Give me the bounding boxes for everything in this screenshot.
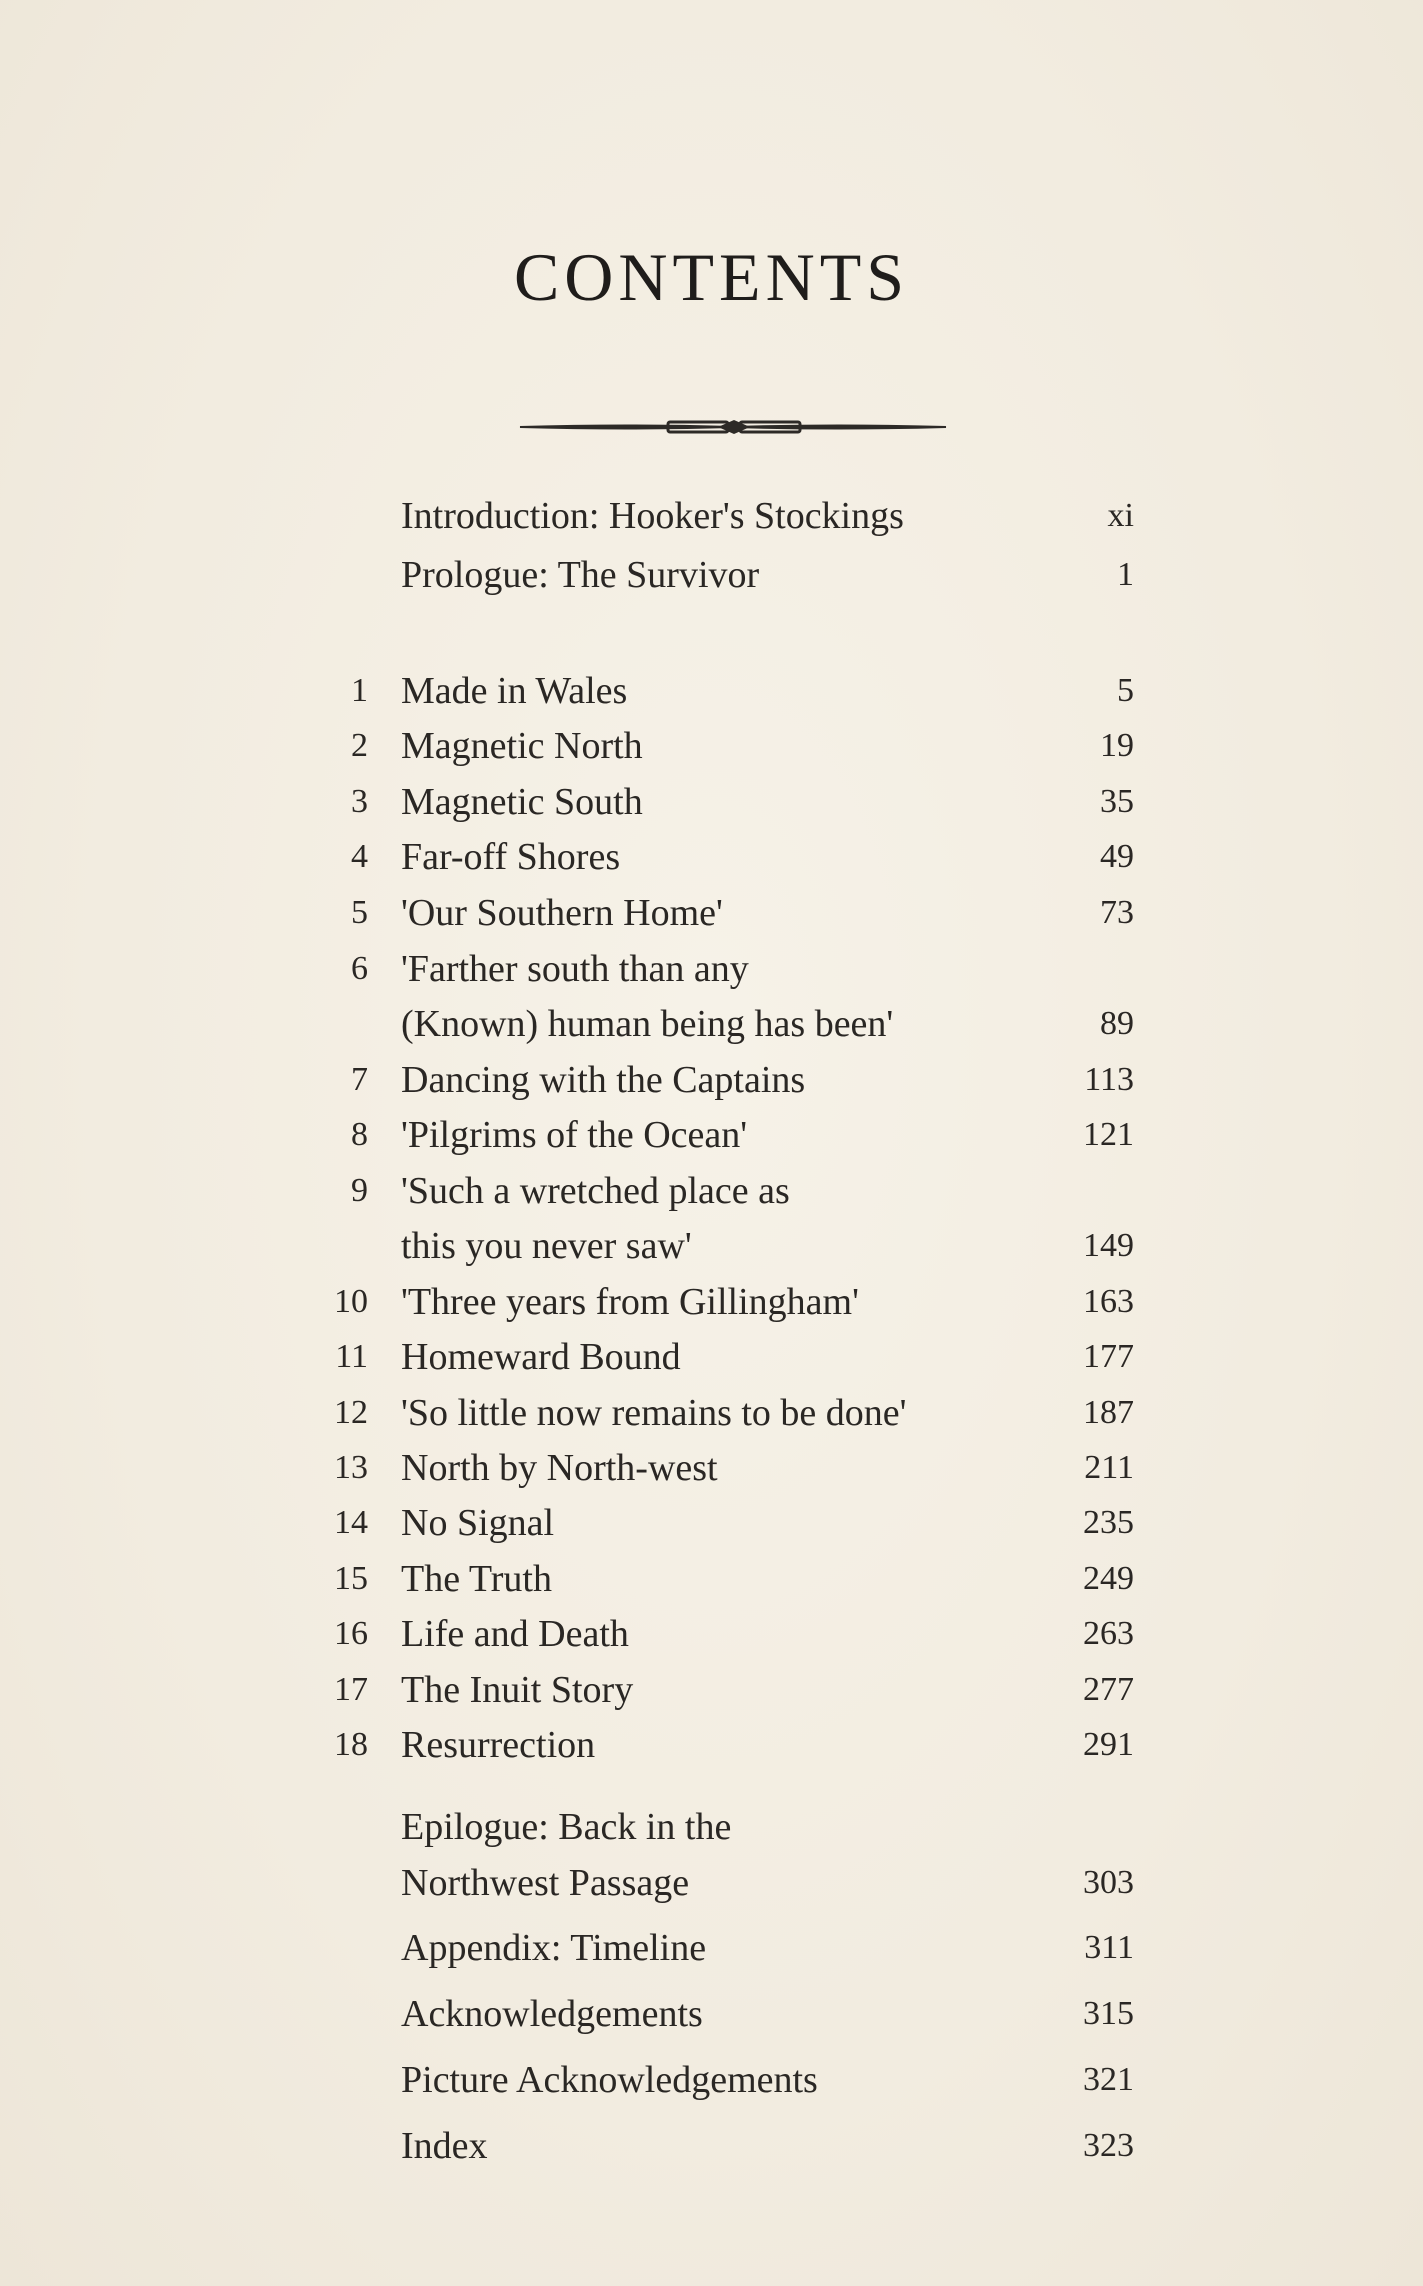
chapter-number: 3 (351, 783, 368, 820)
toc-entry-title: The Truth (401, 1558, 552, 1600)
page-number: 163 (1083, 1283, 1134, 1320)
chapter-number: 16 (334, 1615, 368, 1652)
toc-entry-line (0, 1329, 1423, 1385)
toc-entry-title: North by North-west (401, 1447, 718, 1489)
page-number: 263 (1083, 1615, 1134, 1652)
toc-entry-title: Life and Death (401, 1613, 629, 1655)
toc-entry-line (0, 547, 1423, 603)
page-number: 291 (1083, 1726, 1134, 1763)
toc-entry-line (0, 1385, 1423, 1441)
page-number: 35 (1100, 783, 1134, 820)
toc-entry-title: 'Pilgrims of the Ocean' (401, 1114, 748, 1156)
chapter-number: 17 (334, 1671, 368, 1708)
toc-entry-title: this you never saw' (401, 1225, 692, 1267)
toc-entry-title: Resurrection (401, 1724, 596, 1766)
page-number: 311 (1084, 1929, 1134, 1966)
toc-entry-title: Northwest Passage (401, 1862, 690, 1904)
toc-entry-line (0, 2118, 1423, 2174)
toc-entry-title: Made in Wales (401, 670, 628, 712)
page-number: 277 (1083, 1671, 1134, 1708)
page-number: 19 (1100, 727, 1134, 764)
page-number: 89 (1100, 1005, 1134, 1042)
page-number: 1 (1117, 556, 1134, 593)
chapter-number: 5 (351, 894, 368, 931)
page-number: 187 (1083, 1394, 1134, 1431)
toc-entry-title: 'Farther south than any (401, 948, 749, 990)
toc-entry-title: Dancing with the Captains (401, 1059, 806, 1101)
toc-entry-line (0, 829, 1423, 885)
toc-entry-title: Appendix: Timeline (401, 1927, 707, 1969)
toc-entry-title: 'Three years from Gillingham' (401, 1281, 859, 1323)
toc-entry-line (0, 1717, 1423, 1773)
toc-entry-title: Prologue: The Survivor (401, 554, 760, 596)
page-number: 121 (1083, 1116, 1134, 1153)
toc-entry-line (0, 1274, 1423, 1330)
toc-entry-line (0, 1606, 1423, 1662)
page-number: 303 (1083, 1864, 1134, 1901)
chapter-number: 12 (334, 1394, 368, 1431)
page-number: 235 (1083, 1504, 1134, 1541)
page-number: 5 (1117, 672, 1134, 709)
page-number: 49 (1100, 838, 1134, 875)
toc-entry-line (0, 1799, 1423, 1855)
chapter-number: 4 (351, 838, 368, 875)
toc-entry-title: No Signal (401, 1502, 555, 1544)
toc-entry-title: Picture Acknowledgements (401, 2059, 818, 2101)
chapter-number: 14 (334, 1504, 368, 1541)
chapter-number: 6 (351, 950, 368, 987)
toc-entry-line (0, 885, 1423, 941)
chapter-number: 8 (351, 1116, 368, 1153)
page-number: 315 (1083, 1995, 1134, 2032)
toc-entry-title: Magnetic North (401, 725, 643, 767)
toc-entry-title: Index (401, 2125, 488, 2167)
toc-entry-title: Far-off Shores (401, 836, 621, 878)
toc-entry-line (0, 996, 1423, 1052)
toc-entry-line (0, 2052, 1423, 2108)
chapter-number: 11 (335, 1338, 368, 1375)
chapter-number: 13 (334, 1449, 368, 1486)
toc-entry-line (0, 1662, 1423, 1718)
chapter-number: 7 (351, 1061, 368, 1098)
toc-entry-line (0, 1551, 1423, 1607)
toc-entry-title: Acknowledgements (401, 1993, 703, 2035)
toc-entry-line (0, 1920, 1423, 1976)
toc-entry-title: 'Our Southern Home' (401, 892, 723, 934)
page-number: 211 (1084, 1449, 1134, 1486)
toc-entry-line (0, 1218, 1423, 1274)
chapter-number: 9 (351, 1172, 368, 1209)
toc-entry-line (0, 1855, 1423, 1911)
toc-entry-line (0, 663, 1423, 719)
toc-entry-line (0, 774, 1423, 830)
chapter-number: 15 (334, 1560, 368, 1597)
toc-entry-title: The Inuit Story (401, 1669, 634, 1711)
toc-entry-line (0, 941, 1423, 997)
page-title: CONTENTS (513, 239, 910, 315)
toc-entry-line (0, 1440, 1423, 1496)
page-number: 149 (1083, 1227, 1134, 1264)
chapter-number: 2 (351, 727, 368, 764)
page-number: 323 (1083, 2127, 1134, 2164)
toc-entry-line (0, 1052, 1423, 1108)
toc-entry-title: Introduction: Hooker's Stockings (401, 495, 904, 537)
toc-entry-line (0, 1107, 1423, 1163)
toc-entry-line (0, 1163, 1423, 1219)
toc-entry-title: Epilogue: Back in the (401, 1806, 732, 1848)
toc-entry-line (0, 1495, 1423, 1551)
toc-entry-title: (Known) human being has been' (401, 1003, 894, 1045)
chapter-number: 1 (351, 672, 368, 709)
toc-entry-title: Magnetic South (401, 781, 643, 823)
toc-entry-line (0, 1986, 1423, 2042)
page-number: 249 (1083, 1560, 1134, 1597)
chapter-number: 10 (334, 1283, 368, 1320)
page-number: 177 (1083, 1338, 1134, 1375)
page-number: 73 (1100, 894, 1134, 931)
toc-entry-title: 'So little now remains to be done' (401, 1392, 907, 1434)
page-number: xi (1107, 497, 1134, 534)
page-number: 321 (1083, 2061, 1134, 2098)
toc-entry-title: Homeward Bound (401, 1336, 681, 1378)
toc-entry-line (0, 488, 1423, 544)
toc-entry-line (0, 718, 1423, 774)
page-number: 113 (1084, 1061, 1134, 1098)
toc-entry-title: 'Such a wretched place as (401, 1170, 790, 1212)
chapter-number: 18 (334, 1726, 368, 1763)
